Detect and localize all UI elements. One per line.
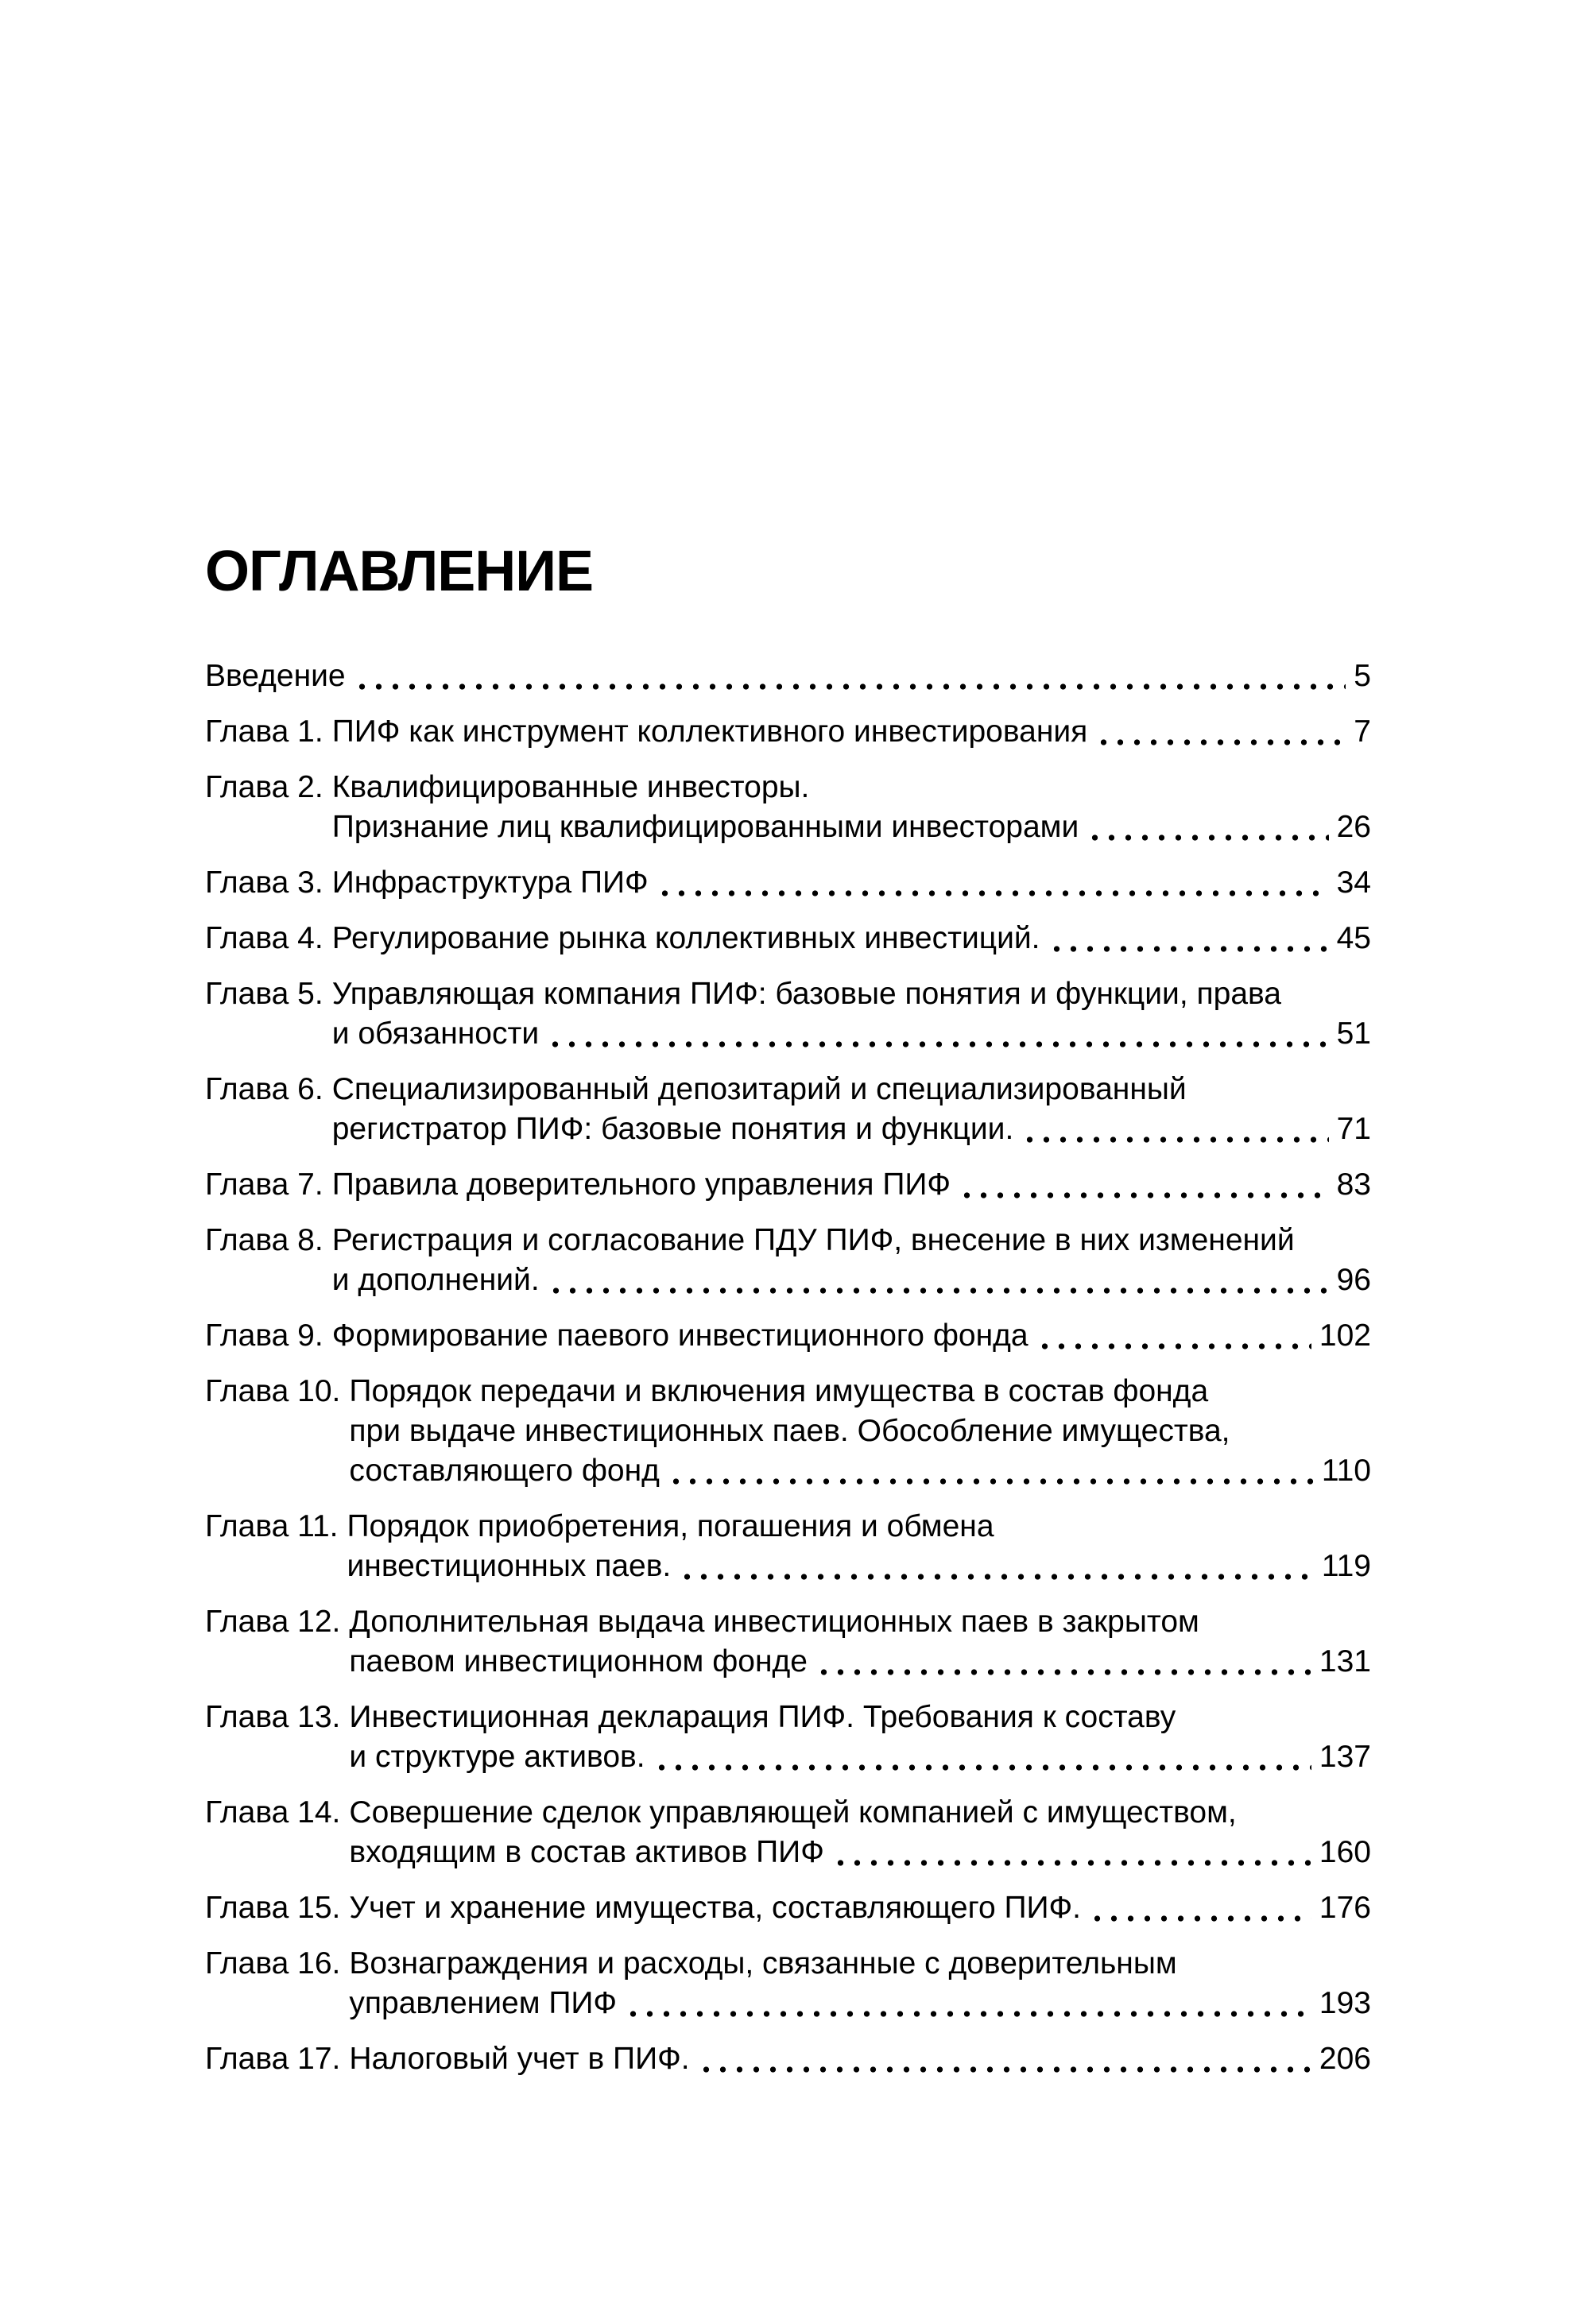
toc-entry-text: Вознаграждения и расходы, связанные с доверительным [349, 1946, 1177, 1981]
toc-entry-line [332, 807, 1371, 847]
toc-entry [205, 768, 1371, 847]
toc-entry-line [349, 1793, 1371, 1833]
toc-entry-line [332, 863, 1371, 903]
page-number: 176 [1319, 1891, 1371, 1925]
toc-list [205, 656, 1371, 2079]
toc-entry-text: Дополнительная выдача инвестиционных паев в закрытом [349, 1605, 1199, 1639]
toc-entry-line [349, 1944, 1371, 1984]
toc-entry-text: Налоговый учет в ПИФ. [349, 2042, 690, 2076]
page-number: 119 [1321, 1549, 1371, 1583]
toc-entry-lines [332, 863, 1371, 903]
dot-leader [1021, 1109, 1328, 1149]
page-number: 96 [1336, 1263, 1371, 1297]
page-number: 34 [1336, 865, 1371, 900]
toc-entry-text: Правила доверительного управления ПИФ [331, 1167, 951, 1202]
toc-entry-line [347, 1547, 1371, 1586]
dot-leader [657, 863, 1329, 903]
page-number: 51 [1336, 1016, 1371, 1051]
toc-entry-lines [349, 1793, 1371, 1872]
toc-entry-lines [347, 1507, 1371, 1586]
chapter-number: Глава 5. [205, 977, 323, 1011]
chapter-number: Глава 9. [205, 1318, 323, 1353]
page-number: 193 [1319, 1986, 1371, 2020]
toc-entry [205, 1888, 1371, 1928]
dot-leader [547, 1014, 1328, 1054]
chapter-number: Глава 2. [205, 770, 323, 804]
toc-entry-text: Регистрация и согласование ПДУ ПИФ, внесение в них изменений [331, 1223, 1295, 1257]
toc-entry-line [332, 768, 1371, 807]
chapter-number: Глава 12. [205, 1605, 341, 1639]
toc-entry-text: и дополнений. [331, 1263, 540, 1297]
toc-entry-text: Инфраструктура ПИФ [331, 865, 649, 900]
toc-entry-lines [349, 1888, 1371, 1928]
toc-entry-line [332, 1109, 1371, 1149]
toc-entry [205, 1944, 1371, 2023]
toc-entry-line [332, 1316, 1371, 1356]
toc-entry [205, 1372, 1371, 1491]
chapter-number: Глава 8. [205, 1223, 323, 1257]
toc-entry-line [347, 1507, 1371, 1547]
chapter-number: Глава 17. [205, 2042, 341, 2076]
toc-entry [205, 1698, 1371, 1777]
chapter-number: Глава 10. [205, 1374, 341, 1408]
toc-entry-text: Специализированный депозитарий и специализированный [331, 1072, 1187, 1106]
toc-entry-line [332, 1260, 1371, 1300]
toc-entry-line [349, 1451, 1371, 1491]
toc-entry-line [349, 1372, 1371, 1411]
toc-entry-text: Введение [205, 659, 346, 693]
toc-entry-text: при выдаче инвестиционных паев. Обособление имущества, [349, 1414, 1230, 1448]
toc-entry-line [349, 2039, 1371, 2079]
toc-entry-lines [332, 974, 1371, 1054]
toc-entry-line [332, 919, 1371, 958]
dot-leader [815, 1642, 1311, 1682]
dot-leader [832, 1833, 1311, 1872]
chapter-number: Глава 3. [205, 865, 323, 900]
page-number: 160 [1319, 1835, 1371, 1869]
page-number: 26 [1336, 810, 1371, 844]
dot-leader [1095, 712, 1346, 752]
chapter-number: Глава 6. [205, 1072, 323, 1106]
toc-entry [205, 919, 1371, 958]
toc-entry-line [349, 1602, 1371, 1642]
dot-leader [1089, 1888, 1311, 1928]
toc-entry-lines [349, 1698, 1371, 1777]
toc-entry [205, 712, 1371, 752]
toc-entry-line [349, 1888, 1371, 1928]
page-number: 83 [1336, 1167, 1371, 1202]
page-number: 206 [1319, 2042, 1371, 2076]
toc-entry-text: Регулирование рынка коллективных инвестиций. [331, 921, 1040, 955]
page-number: 45 [1336, 921, 1371, 955]
toc-entry-text: составляющего фонд [349, 1454, 660, 1488]
toc-entry-line [349, 1833, 1371, 1872]
toc-entry-line [332, 712, 1371, 752]
toc-entry-lines [332, 919, 1371, 958]
toc-entry [205, 2039, 1371, 2079]
toc-entry-text: Учет и хранение имущества, составляющего ПИФ. [349, 1891, 1082, 1925]
page-number: 137 [1319, 1740, 1371, 1774]
toc-entry [205, 1070, 1371, 1149]
toc-entry-lines [349, 2039, 1371, 2079]
toc-entry [205, 1316, 1371, 1356]
chapter-number: Глава 7. [205, 1167, 323, 1202]
toc-entry [205, 863, 1371, 903]
toc-entry-lines [205, 656, 1371, 696]
toc-entry-line [349, 1411, 1371, 1451]
dot-leader [653, 1737, 1311, 1777]
chapter-number: Глава 4. [205, 921, 323, 955]
toc-entry-lines [349, 1372, 1371, 1491]
toc-entry-line [349, 1642, 1371, 1682]
toc-entry-text: регистратор ПИФ: базовые понятия и функции. [331, 1112, 1014, 1146]
book-page [205, 542, 1371, 2095]
toc-entry-text: Управляющая компания ПИФ: базовые понятия и функции, права [331, 977, 1281, 1011]
toc-entry-text: Порядок приобретения, погашения и обмена [347, 1509, 994, 1543]
toc-entry-lines [332, 712, 1371, 752]
toc-entry-line [332, 1165, 1371, 1205]
toc-entry [205, 974, 1371, 1054]
toc-entry [205, 1793, 1371, 1872]
toc-entry-line [332, 1070, 1371, 1109]
toc-entry-line [332, 974, 1371, 1014]
toc-entry-text: ПИФ как инструмент коллективного инвестирования [331, 714, 1088, 749]
toc-entry [205, 1507, 1371, 1586]
toc-entry-line [332, 1221, 1371, 1260]
toc-entry-text: инвестиционных паев. [347, 1549, 672, 1583]
dot-leader [354, 656, 1346, 696]
toc-entry-lines [332, 1316, 1371, 1356]
dot-leader [1048, 919, 1329, 958]
toc-entry-text: Признание лиц квалифицированными инвесторами [331, 810, 1079, 844]
dot-leader [668, 1451, 1314, 1491]
toc-entry-lines [332, 1165, 1371, 1205]
chapter-number: Глава 14. [205, 1795, 341, 1830]
dot-leader [679, 1547, 1314, 1586]
toc-entry-text: и обязанности [331, 1016, 540, 1051]
dot-leader [1036, 1316, 1311, 1356]
toc-entry [205, 1165, 1371, 1205]
page-number: 102 [1319, 1318, 1371, 1353]
dot-leader [959, 1165, 1329, 1205]
toc-entry-line [332, 1014, 1371, 1054]
chapter-number: Глава 16. [205, 1946, 341, 1981]
toc-entry-text: Формирование паевого инвестиционного фонда [331, 1318, 1028, 1353]
toc-entry-lines [332, 1221, 1371, 1300]
page-number: 5 [1354, 659, 1371, 693]
page-number: 131 [1319, 1644, 1371, 1679]
page-title: ОГЛАВЛЕНИЕ [205, 540, 594, 603]
chapter-number: Глава 11. [205, 1509, 339, 1543]
toc-entry-lines [332, 1070, 1371, 1149]
page-number: 7 [1354, 714, 1371, 749]
toc-entry-line [349, 1984, 1371, 2023]
chapter-number: Глава 15. [205, 1891, 341, 1925]
chapter-number: Глава 13. [205, 1700, 341, 1734]
dot-leader [1087, 807, 1328, 847]
toc-entry-text: Инвестиционная декларация ПИФ. Требования к составу [349, 1700, 1176, 1734]
toc-entry [205, 656, 1371, 696]
toc-entry-lines [349, 1602, 1371, 1682]
toc-entry-text: Порядок передачи и включения имущества в состав фонда [349, 1374, 1209, 1408]
dot-leader [698, 2039, 1311, 2079]
dot-leader [548, 1260, 1329, 1300]
page-number: 71 [1336, 1112, 1371, 1146]
chapter-number: Глава 1. [205, 714, 323, 749]
toc-entry-line [349, 1698, 1371, 1737]
toc-entry-text: управлением ПИФ [349, 1986, 618, 2020]
toc-entry [205, 1602, 1371, 1682]
toc-entry-line [349, 1737, 1371, 1777]
toc-entry-lines [332, 768, 1371, 847]
toc-entry-text: паевом инвестиционном фонде [349, 1644, 808, 1679]
toc-entry-text: Совершение сделок управляющей компанией с имуществом, [349, 1795, 1237, 1830]
toc-entry-text: и структуре активов. [349, 1740, 645, 1774]
toc-entry [205, 1221, 1371, 1300]
dot-leader [625, 1984, 1311, 2023]
page-number: 110 [1321, 1454, 1371, 1488]
toc-entry-lines [349, 1944, 1371, 2023]
toc-entry-text: Квалифицированные инвесторы. [331, 770, 810, 804]
toc-entry-line [205, 656, 1371, 696]
toc-entry-text: входящим в состав активов ПИФ [349, 1835, 824, 1869]
